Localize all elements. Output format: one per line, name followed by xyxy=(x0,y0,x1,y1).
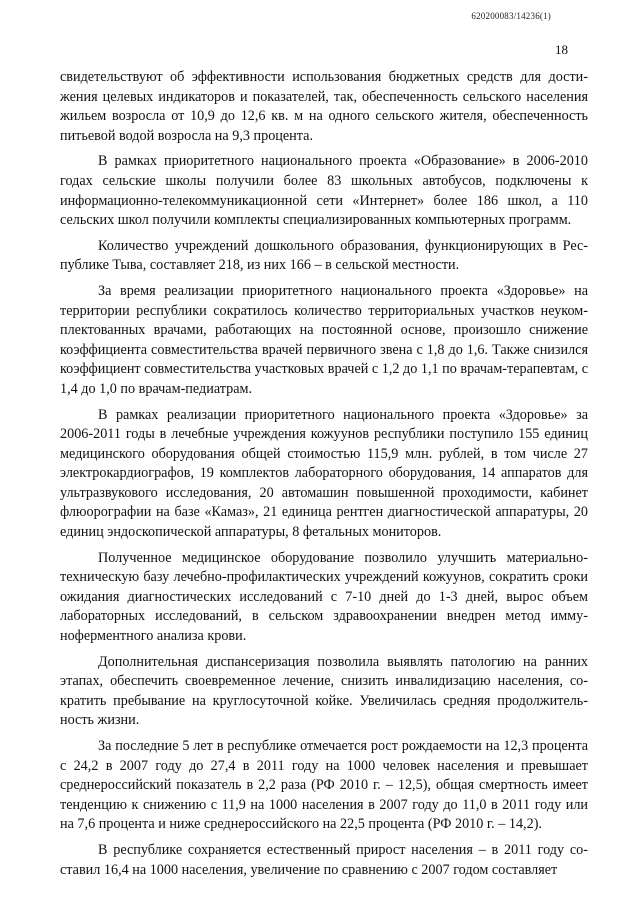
paragraph: свидетельствуют об эффективности использования бюджетных средств для достижения целевых индикаторов и показателей, так, обеспеченность сельского населения жильем возросла от 10,9 до 12,6 кв. м на одного сельского жителя, обеспеченность питьевой водой возросла на 9,3 процента. xyxy=(60,69,588,144)
paragraph: За время реализации приоритетного национального проекта «Здоровье» на территории республики сократилось количество территориальных участков неукомплектованных врачами, работающих на постоянной основе, произошло снижение коэффициента совместительства врачей первичного звена с 1,8 до 1,6. Также снизился коэффициент совместительства участковых врачей с 1,2 до 1,1 по врачам-терапевтам, с 1,4 до 1,0 по врачам-педиатрам. xyxy=(60,282,589,397)
paragraph: Полученное медицинское оборудование позволило улучшить материально-техническую базу лечебно-профилактических учреждений кожуунов, сократить сроки ожидания диагностических исследований с 7-10 дней до 1-3 дней, вырос объем лабораторных исследований, в сельском здравоохранении внедрен метод иммуноферментного анализа крови. xyxy=(60,549,588,645)
paragraph: Количество учреждений дошкольного образования, функционирующих в Республике Тыва, составляет 218, из них 166 – в сельской местности. xyxy=(60,237,588,274)
paragraph: За последние 5 лет в республике отмечается рост рождаемости на 12,3 процента с 24,2 в 2007 году до 27,4 в 2011 году на 1000 человек населения и превышает среднероссийский показатель в 2,2 раза (РФ 2010 г. – 12,5), общая смертность имеет тенденцию к снижению с 11,9 на 1000 населения в 2007 году до 11,0 в 2011 году или на 7,6 процента и ниже среднероссийского на 22,5 процента (РФ 2010 г. – 14,2). xyxy=(60,738,588,833)
paragraph: В республике сохраняется естественный прирост населения – в 2011 году составил 16,4 на 1000 населения, увеличение по сравнению с 2007 годом составляет xyxy=(60,841,588,878)
document-id: 620200083/14236(1) xyxy=(471,11,551,21)
paragraph: В рамках приоритетного национального проекта «Образование» в 2006-2010 годах сельские школы получили более 83 школьных автобусов, подключены к информационно-телекоммуникационной сети «Интернет» более 186 школ, а 110 сельских школ получили комплекты специализированных компьютерных программ. xyxy=(60,153,588,229)
page-number: 18 xyxy=(555,42,568,57)
paragraph: В рамках реализации приоритетного национального проекта «Здоровье» за 2006-2011 годы в лечебные учреждения кожуунов республики поступило 155 единиц медицинского оборудования общей стоимостью 115,9 млн. рублей, в том числе 27 электрокардиографов, 19 комплектов лабораторного оборудования, 14 аппаратов для ультразвукового исследования, 20 автомашин повышенной проходимости, кабинет флюорографии на базе «Камаз», 21 единица рентген диагностической аппаратуры, 20 единиц эндоскопической аппаратуры, 8 фетальных мониторов. xyxy=(60,406,588,541)
document-body xyxy=(60,68,588,880)
paragraph: Дополнительная диспансеризация позволила выявлять патологию на ранних этапах, обеспечить своевременное лечение, снизить инвалидизацию населения, сократить пребывание на круглосуточной койке. Увеличилась средняя продолжительность жизни. xyxy=(60,653,588,729)
